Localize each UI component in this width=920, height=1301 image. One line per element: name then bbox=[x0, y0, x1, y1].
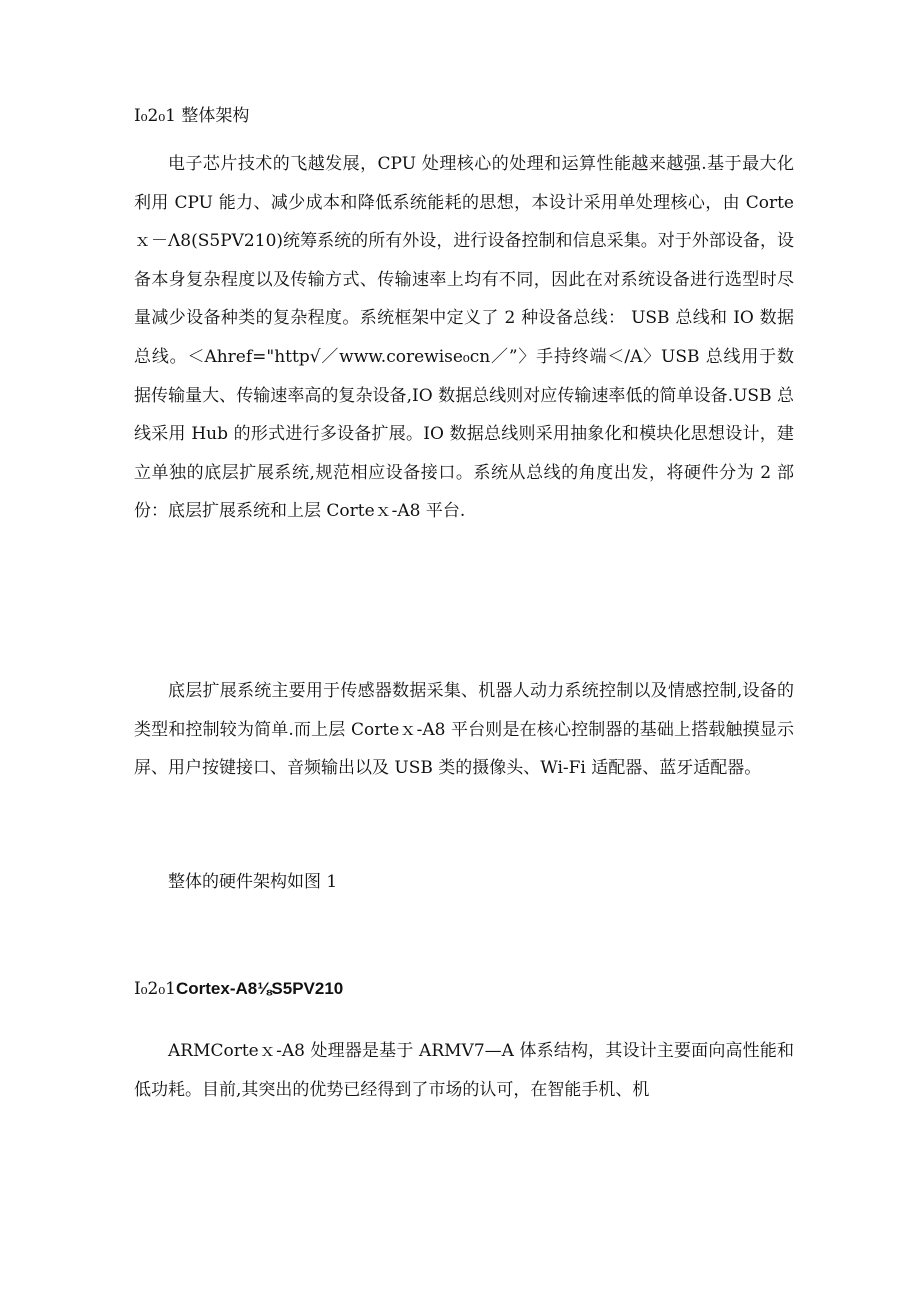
section-heading-overall-architecture: I₀2₀1 整体架构 bbox=[134, 106, 250, 126]
section-heading-number: I₀2₀1 bbox=[134, 979, 176, 999]
paragraph-architecture-overview: 电子芯片技术的飞越发展，CPU 处理核心的处理和运算性能越来越强.基于最大化利用 CPU 能力、减少成本和降低系统能耗的思想，本设计采用单处理核心，由 Corteｘ－Λ8(S5PV210)统筹系统的所有外设，进行设备控制和信息采集。对于外部设备，设备本身复杂程度以及传输方式、传输速率上均有不同，因此在对系统设备进行选型时尽量减少设备种类的复杂程度。系统框架中定义了 2 种设备总线： USB 总线和 IO 数据总线。＜Ahref="http√／www.corewise₀cn／”〉手持终端＜/A〉USB 总线用于数据传输量大、传输速率高的复杂设备,IO 数据总线则对应传输速率低的简单设备.USB 总线采用 Hub 的形式进行多设备扩展。IO 数据总线则采用抽象化和模块化思想设计，建立单独的底层扩展系统,规范相应设备接口。系统从总线的角度出发，将硬件分为 2 部份：底层扩展系统和上层 Corteｘ-A8 平台. bbox=[134, 154, 794, 522]
section-heading-cortex-a8 bbox=[134, 977, 343, 1001]
paragraph-cortex-a8-intro: ARMCorteｘ-A8 处理器是基于 ARMV7—A 体系结构，其设计主要面向高性能和低功耗。目前,其突出的优势已经得到了市场的认可，在智能手机、机 bbox=[134, 1041, 794, 1100]
paragraph-figure-reference: 整体的硬件架构如图 1 bbox=[168, 872, 338, 892]
paragraph-bottom-expansion-system: 底层扩展系统主要用于传感器数据采集、机器人动力系统控制以及情感控制,设备的类型和控制较为简单.而上层 Corteｘ-A8 平台则是在核心控制器的基础上搭载触摸显示屏、用户按键接口、音频输出以及 USB 类的摄像头、Wi-Fi 适配器、蓝牙适配器。 bbox=[134, 681, 794, 779]
section-heading-title: Cortex-A8⅛S5PV210 bbox=[175, 979, 344, 998]
